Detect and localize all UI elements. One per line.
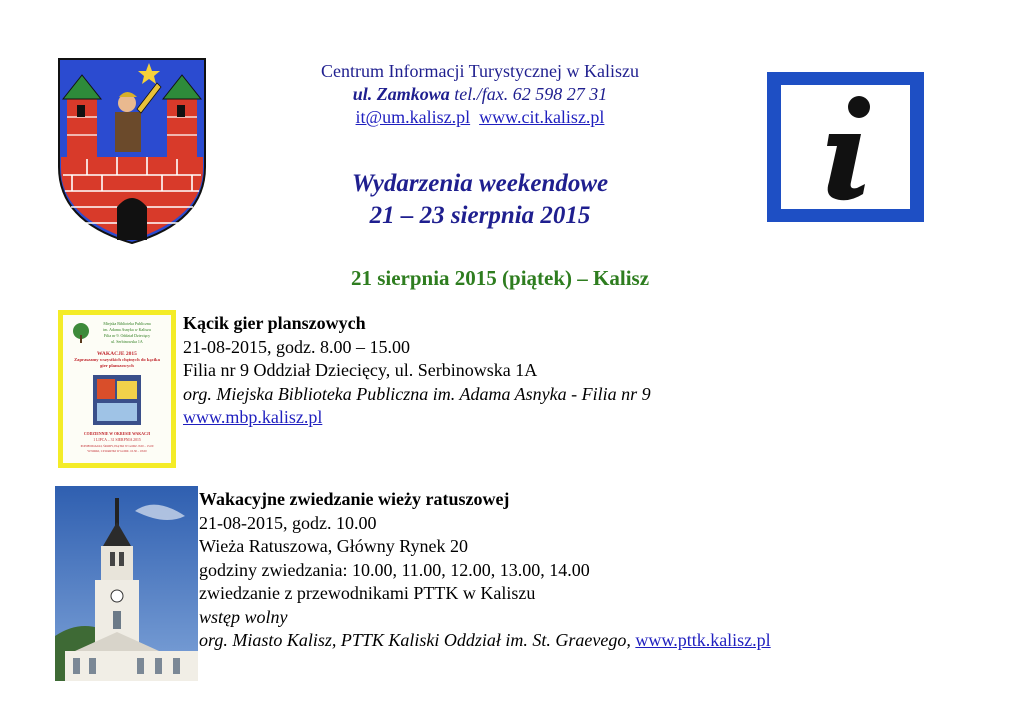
poster-artwork [63,315,171,463]
poster-org-3: Filia nr 9. Oddział Dziecięcy [103,333,151,338]
office-address [240,83,720,106]
event-2-title: Wakacyjne zwiedzanie wieży ratuszowej [199,489,510,509]
event-1-place: Filia nr 9 Oddział Dziecięcy, ul. Serbinowska 1A [183,360,538,380]
town-hall-tower-photo [55,486,198,681]
title-line-2: 21 – 23 sierpnia 2015 [369,202,591,229]
kalisz-coat-of-arms-icon [57,57,207,245]
event-town-hall-tour [199,488,959,653]
event-1-link[interactable]: www.mbp.kalisz.pl [183,407,323,427]
office-phone: tel./fax. 62 598 27 31 [454,84,608,104]
office-name: Centrum Informacji Turystycznej w Kaliszu [321,61,639,81]
event-2-organizer-line [199,629,959,653]
poster-org-1: Miejska Biblioteka Publiczna [103,321,151,326]
office-street: ul. Zamkowa [352,84,450,104]
poster-org-2: im. Adama Asnyka w Kaliszu [103,327,151,332]
event-2-place: Wieża Ratuszowa, Główny Rynek 20 [199,536,468,556]
event-2-date: 21-08-2015, godz. 10.00 [199,512,377,533]
poster-inner [63,315,171,463]
library-poster-image [58,310,176,468]
email-link[interactable]: it@um.kalisz.pl [355,107,471,127]
event-board-games [183,312,783,430]
event-1-organizer: org. Miejska Biblioteka Publiczna im. Adama Asnyka - Filia nr 9 [183,383,651,404]
office-contacts [240,106,720,129]
event-1-date: 21-08-2015, godz. 8.00 – 15.00 [183,336,410,357]
poster-footer-4: WTORKI, CZWARTKI W GODZ. 10.30 – 18.00 [87,449,147,453]
event-1-title: Kącik gier planszowych [183,313,366,333]
poster-org-4: ul. Serbinowska 1A [111,339,143,344]
tourist-information-icon [767,72,924,222]
poster-footer-1: CODZIENNIE W OKRESIE WAKACJI [83,432,151,436]
poster-footer-2: 1 LIPCA – 31 SIERPNIA 2015 [93,438,141,442]
event-2-link[interactable]: www.pttk.kalisz.pl [635,630,771,650]
event-2-organizer: org. Miasto Kalisz, PTTK Kaliski Oddział im. St. Graevego, [199,630,631,650]
title-line-1: Wydarzenia weekendowe [351,170,609,197]
event-2-entry: wstęp wolny [199,606,288,627]
website-link[interactable]: www.cit.kalisz.pl [479,107,605,127]
page-title [240,168,720,232]
event-2-hours: godziny zwiedzania: 10.00, 11.00, 12.00, 13.00, 14.00 [199,559,590,580]
office-header [240,60,720,129]
poster-footer-3: PONIEDZIAŁKI, ŚRODY, PIĄTKI W GODZ. 8.00 – 15.00 [80,444,154,448]
day-heading: 21 sierpnia 2015 (piątek) – Kalisz [350,266,650,290]
poster-heading: WAKACJE 2015 [97,351,137,357]
event-2-guides: zwiedzanie z przewodnikami PTTK w Kaliszu [199,583,536,603]
poster-invite: Zapraszamy wszystkich chętnych do kącika gier planszowych [74,357,160,368]
